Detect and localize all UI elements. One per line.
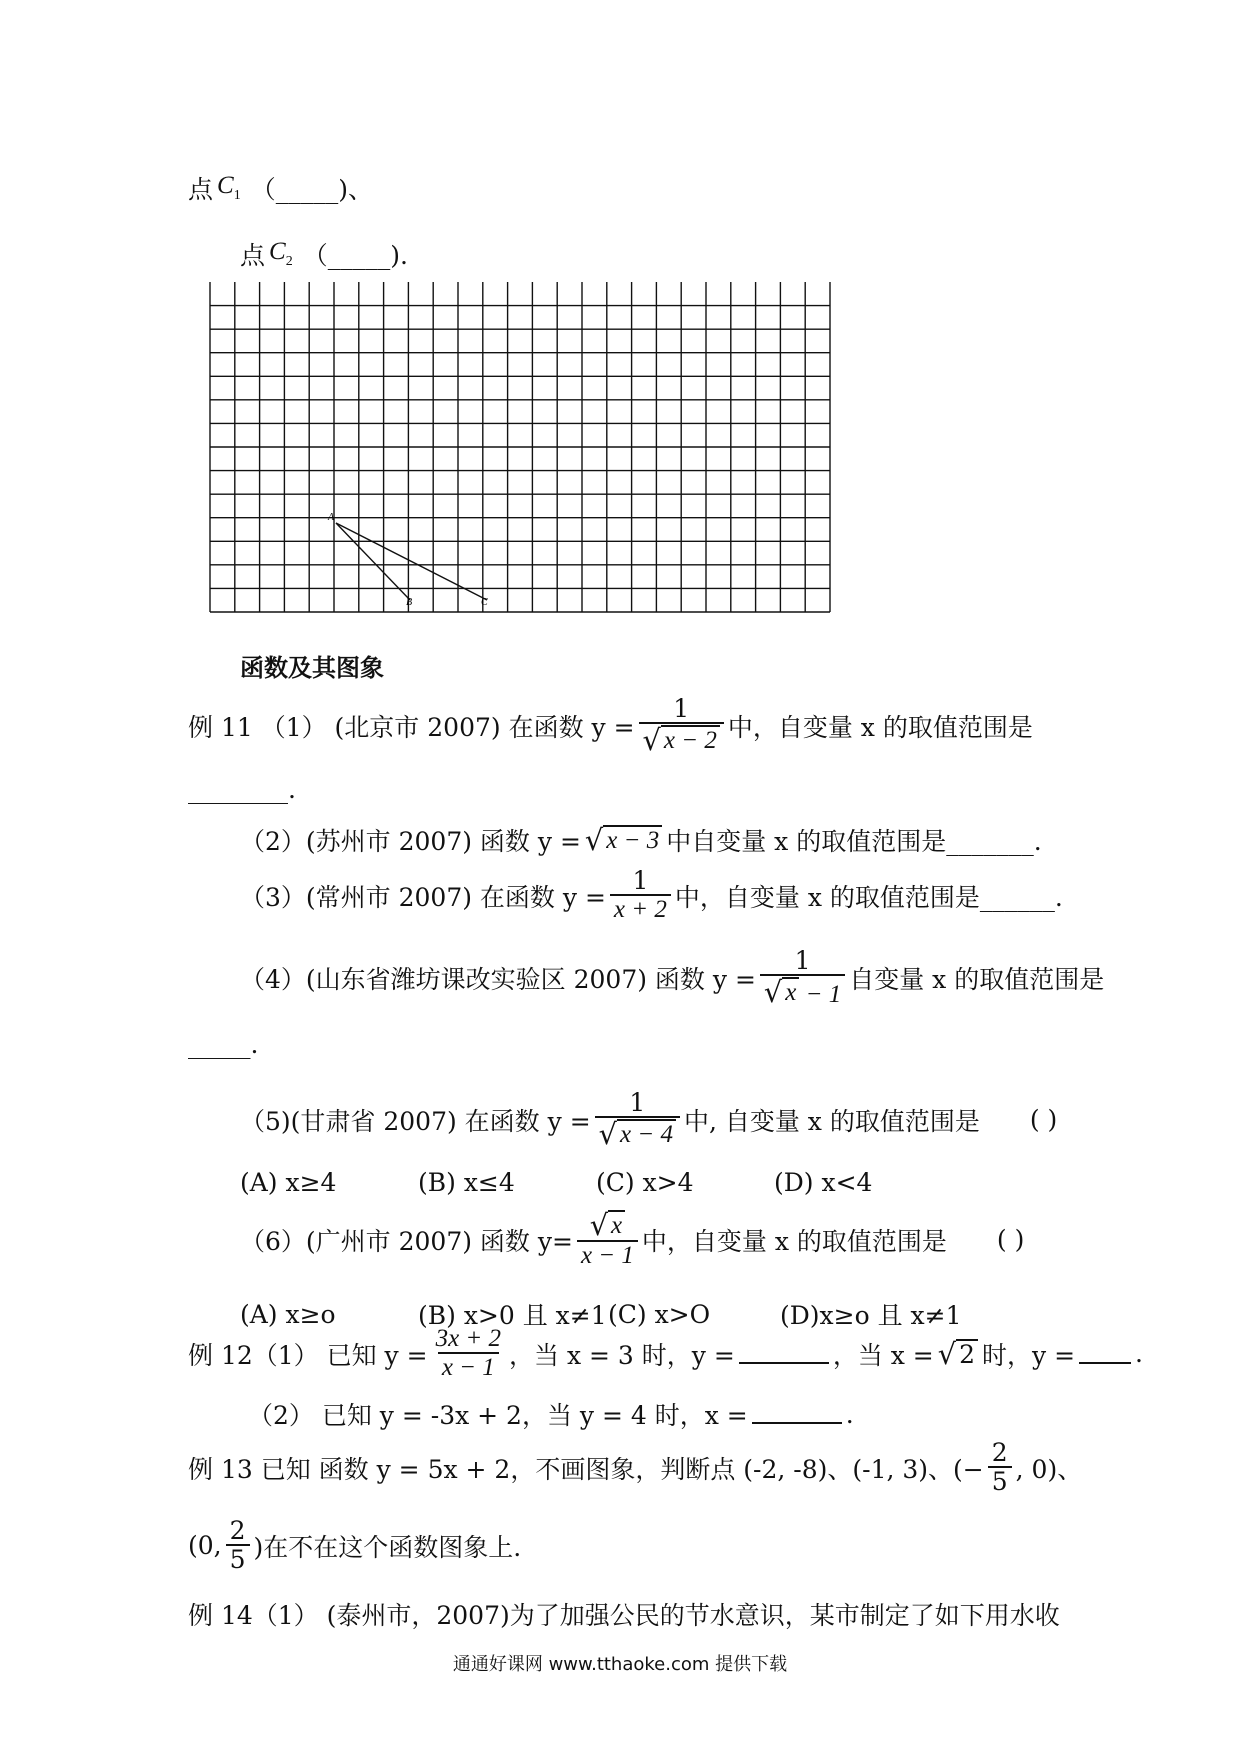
page-footer: 通通好课网 www.tthaoke.com 提供下载 — [452, 1654, 788, 1675]
ex12-part2: （2） 已知 y = -3x + 2，当 y = 4 时，x = . — [248, 1399, 854, 1430]
grid-figure — [200, 282, 850, 622]
section-heading: 函数及其图象 — [240, 654, 384, 682]
p3-fraction: $\frac{1}{x + 2}$ — [610, 868, 671, 924]
p4-blank: _____. — [188, 1030, 259, 1059]
label-b: B — [406, 597, 413, 608]
label-c: C — [481, 597, 488, 608]
ex11-blank: ________. — [188, 775, 296, 804]
point-c1-line: 点 $C_1$ （_____)、 — [188, 172, 373, 204]
var-c1: $C_1$ — [217, 172, 241, 203]
p4-fraction: 1 √ x − 1 — [760, 948, 845, 1008]
ex12-fraction: $\frac{3x + 2}{x - 1}$ — [435, 1325, 502, 1382]
var-c2: $C_2$ — [269, 238, 293, 269]
ex11-line: 例 11 （1） (北京市 2007) 在函数 y = 1 √ x − 2 中，自变量 x 的取值范围是 — [188, 694, 1033, 757]
p5-options: (A) x≥4 (B) x≤4 (C) x>4 (D) x<4 — [240, 1168, 873, 1197]
p2-line: （2）(苏州市 2007) 函数 y = √ x − 3 中自变量 x 的取值范围是_______. — [240, 823, 1042, 857]
p6-options: (A) x≥o (B) x>0 且 x≠1 (C) x>O (D)x≥o 且 x≠1 — [240, 1299, 962, 1330]
ex14-line: 例 14（1） (泰州市，2007)为了加强公民的节水意识，某市制定了如下用水收 — [188, 1601, 1060, 1630]
ex13-line: 例 13 已知 函数 y = 5x + 2，不画图象，判断点 (-2, -8)、(-1, 3)、(− $\frac{2}{5}$ , 0)、 — [188, 1438, 1083, 1497]
p6-line: （6）(广州市 2007) 函数 y= √ x x − 1 中，自变量 x 的取值范围是 ( ) — [240, 1207, 1025, 1269]
p6-fraction: √ x x − 1 — [577, 1210, 638, 1269]
p5-line: （5)(甘肃省 2007) 在函数 y = 1 √ x − 4 中, 自变量 x 的取值范围是 ( ) — [240, 1088, 1058, 1151]
p5-fraction: 1 √ x − 4 — [595, 1090, 680, 1149]
p3-line: （3）(常州市 2007) 在函数 y = $\frac{1}{x + 2}$ 中，自变量 x 的取值范围是______. — [240, 866, 1063, 924]
ex11-fraction: 1 √ x − 2 — [639, 696, 724, 755]
ex13-fraction-2: $\frac{2}{5}$ — [226, 1518, 250, 1574]
p4-line: （4）(山东省潍坊课改实验区 2007) 函数 y = 1 √ x − 1 自变量 x 的取值范围是 — [240, 946, 1105, 1009]
ex12-line: 例 12（1） 已知 y = $\frac{3x + 2}{x - 1}$ ，当 x = 3 时，y = ，当 x = √ 2 时，y = . — [188, 1325, 1143, 1382]
point-c2-line: 点 $C_2$ （_____). — [240, 238, 408, 270]
label-a: A — [328, 512, 335, 523]
ex13-line2: (0, $\frac{2}{5}$ )在不在这个函数图象上. — [188, 1516, 522, 1575]
ex13-fraction: $\frac{2}{5}$ — [988, 1440, 1012, 1496]
